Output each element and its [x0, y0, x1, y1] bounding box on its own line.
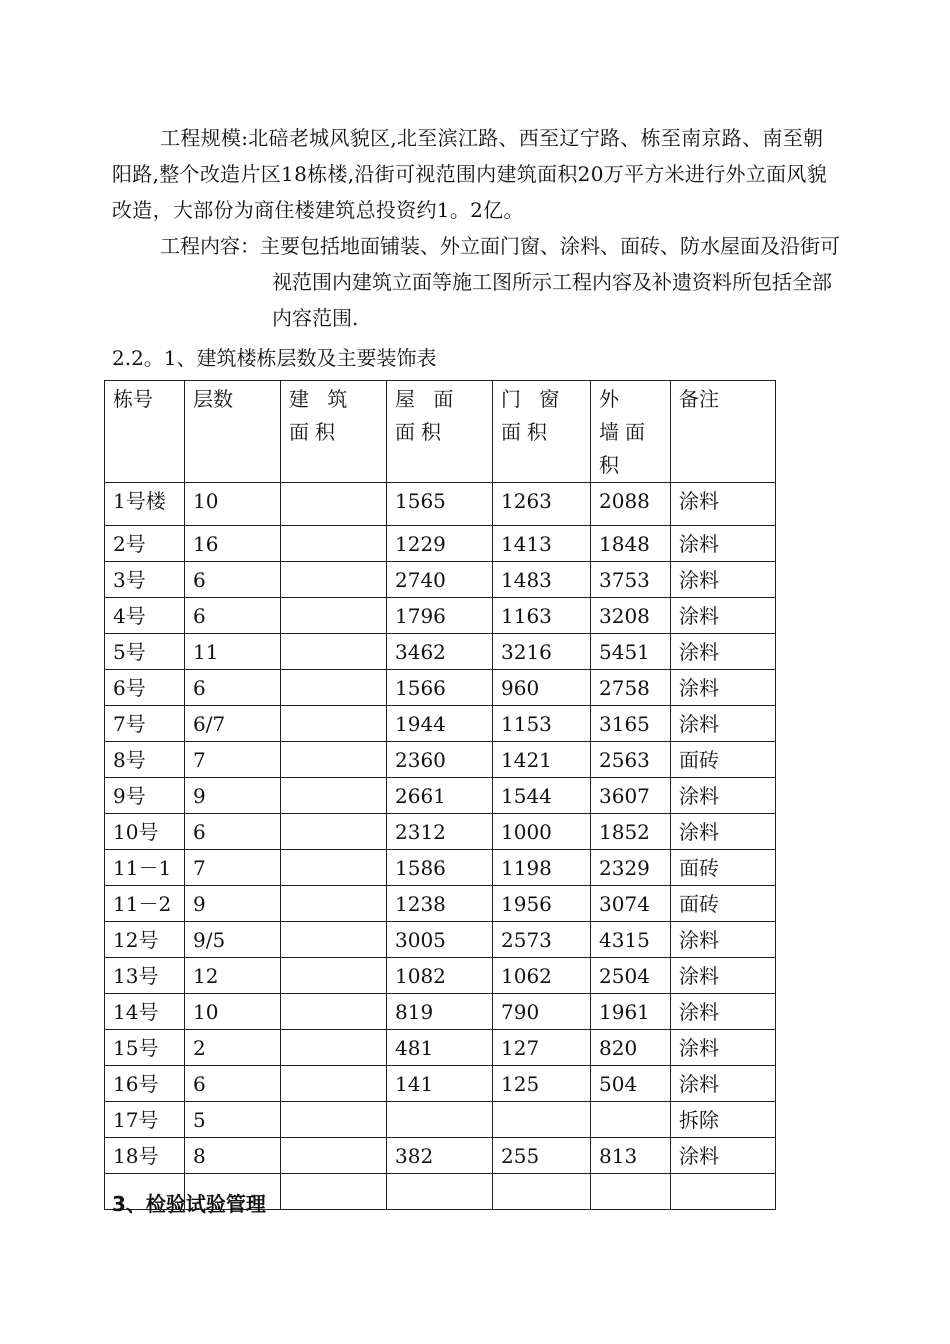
cell-roof-area: 481: [387, 1030, 493, 1066]
project-content-paragraph: 工程内容：主要包括地面铺装、外立面门窗、涂料、面砖、防水屋面及沿街可视范围内建筑立面等施工图所示工程内容及补遗资料所包括全部内容范围.: [160, 234, 840, 330]
cell-floors: 6: [185, 814, 281, 850]
cell-remarks: 涂料: [671, 634, 776, 670]
table-row: [105, 634, 776, 670]
cell-remarks: 涂料: [671, 958, 776, 994]
header-cell-remarks: 备注: [671, 381, 776, 483]
cell-building-area: [281, 483, 387, 526]
cell-building-no: 4号: [105, 598, 185, 634]
cell-remarks: 涂料: [671, 922, 776, 958]
cell-building-no: 11－1: [105, 850, 185, 886]
cell-building-area: [281, 850, 387, 886]
header-cell-door-window-area: 门 窗 面积: [493, 381, 591, 483]
cell-building-area: [281, 670, 387, 706]
cell-building-area: [281, 994, 387, 1030]
cell-roof-area: 1229: [387, 526, 493, 562]
cell-floors: 8: [185, 1138, 281, 1174]
cell-door-window-area: 960: [493, 670, 591, 706]
cell-floors: 2: [185, 1030, 281, 1066]
cell-building-area: [281, 1102, 387, 1138]
cell-roof-area: 1586: [387, 850, 493, 886]
cell-floors: 6: [185, 562, 281, 598]
cell-remarks: 涂料: [671, 670, 776, 706]
cell-wall-area: 813: [591, 1138, 671, 1174]
cell-floors: 16: [185, 526, 281, 562]
cell-wall-area: 820: [591, 1030, 671, 1066]
cell-wall-area: 3074: [591, 886, 671, 922]
table-row: [105, 562, 776, 598]
cell-door-window-area: 127: [493, 1030, 591, 1066]
table-row: [105, 994, 776, 1030]
table-row: [105, 1102, 776, 1138]
table-row: [105, 922, 776, 958]
cell-roof-area: 1944: [387, 706, 493, 742]
cell-wall-area: 2758: [591, 670, 671, 706]
cell-building-no: 17号: [105, 1102, 185, 1138]
table-row: [105, 850, 776, 886]
header-cell-building-no: 栋号: [105, 381, 185, 483]
section-2-2-1-title: 2.2。1、建筑楼栋层数及主要装饰表: [112, 346, 437, 370]
table-row: [105, 1138, 776, 1174]
cell-door-window-area: 1000: [493, 814, 591, 850]
cell-roof-area: 3462: [387, 634, 493, 670]
cell-wall-area: 2329: [591, 850, 671, 886]
cell-building-no: 15号: [105, 1030, 185, 1066]
cell-wall-area: 5451: [591, 634, 671, 670]
header-cell-wall-area: 外 墙面积: [591, 381, 671, 483]
cell-door-window-area: 1163: [493, 598, 591, 634]
table-row: [105, 706, 776, 742]
cell-building-no: 14号: [105, 994, 185, 1030]
cell-door-window-area: 1198: [493, 850, 591, 886]
table-row: [105, 742, 776, 778]
cell-roof-area: 1082: [387, 958, 493, 994]
cell-building-area: [281, 778, 387, 814]
cell-wall-area: 504: [591, 1066, 671, 1102]
cell-door-window-area: 3216: [493, 634, 591, 670]
cell-wall-area: 1961: [591, 994, 671, 1030]
cell-building-area: [281, 526, 387, 562]
cell-roof-area: 2360: [387, 742, 493, 778]
table-row: [105, 483, 776, 526]
cell-building-area: [281, 1066, 387, 1102]
cell-remarks: 涂料: [671, 526, 776, 562]
cell-building-no: 2号: [105, 526, 185, 562]
cell-door-window-area: 1544: [493, 778, 591, 814]
cell-door-window-area: [493, 1174, 591, 1210]
cell-roof-area: 141: [387, 1066, 493, 1102]
project-scale-paragraph: 工程规模:北碚老城风貌区,北至滨江路、西至辽宁路、栋至南京路、南至朝阳路,整个改造片区18栋楼,沿街可视范围内建筑面积20万平方米进行外立面风貌改造，大部份为商住楼建筑总投资约1。2亿。: [112, 126, 828, 222]
cell-floors: 7: [185, 850, 281, 886]
cell-building-area: [281, 562, 387, 598]
cell-building-no: 18号: [105, 1138, 185, 1174]
cell-wall-area: 3753: [591, 562, 671, 598]
cell-door-window-area: 125: [493, 1066, 591, 1102]
cell-building-no: 3号: [105, 562, 185, 598]
section-3-title: 3、检验试验管理: [112, 1192, 266, 1216]
cell-wall-area: 1852: [591, 814, 671, 850]
cell-roof-area: 1565: [387, 483, 493, 526]
table-row: [105, 886, 776, 922]
cell-building-area: [281, 598, 387, 634]
cell-building-area: [281, 742, 387, 778]
cell-floors: 10: [185, 483, 281, 526]
cell-floors: 6: [185, 1066, 281, 1102]
cell-floors: 12: [185, 958, 281, 994]
cell-remarks: 涂料: [671, 483, 776, 526]
cell-remarks: 面砖: [671, 850, 776, 886]
cell-building-no: 12号: [105, 922, 185, 958]
cell-door-window-area: [493, 1102, 591, 1138]
cell-roof-area: 2312: [387, 814, 493, 850]
cell-wall-area: 2563: [591, 742, 671, 778]
table-header-row: [105, 381, 776, 483]
cell-roof-area: [387, 1102, 493, 1138]
cell-roof-area: [387, 1174, 493, 1210]
cell-remarks: 涂料: [671, 562, 776, 598]
cell-roof-area: 2661: [387, 778, 493, 814]
cell-remarks: 涂料: [671, 1066, 776, 1102]
cell-wall-area: [591, 1102, 671, 1138]
cell-floors: 9: [185, 778, 281, 814]
cell-door-window-area: 1062: [493, 958, 591, 994]
cell-building-no: 8号: [105, 742, 185, 778]
cell-roof-area: 2740: [387, 562, 493, 598]
cell-floors: 7: [185, 742, 281, 778]
cell-building-no: 1号楼: [105, 483, 185, 526]
cell-wall-area: 4315: [591, 922, 671, 958]
cell-building-no: 16号: [105, 1066, 185, 1102]
cell-building-no: 6号: [105, 670, 185, 706]
table-row: [105, 1066, 776, 1102]
cell-building-no: 11－2: [105, 886, 185, 922]
table-row: [105, 778, 776, 814]
cell-remarks: 涂料: [671, 994, 776, 1030]
cell-floors: 11: [185, 634, 281, 670]
cell-remarks: 面砖: [671, 886, 776, 922]
cell-floors: 9/5: [185, 922, 281, 958]
cell-floors: 10: [185, 994, 281, 1030]
cell-remarks: 拆除: [671, 1102, 776, 1138]
cell-remarks: 涂料: [671, 814, 776, 850]
header-cell-building-area: 建 筑 面积: [281, 381, 387, 483]
cell-door-window-area: 790: [493, 994, 591, 1030]
cell-door-window-area: 1153: [493, 706, 591, 742]
building-decoration-table: [104, 380, 776, 1210]
header-cell-roof-area: 屋 面 面积: [387, 381, 493, 483]
cell-door-window-area: 1956: [493, 886, 591, 922]
table-row: [105, 526, 776, 562]
cell-roof-area: 1796: [387, 598, 493, 634]
cell-building-no: 7号: [105, 706, 185, 742]
cell-wall-area: 3208: [591, 598, 671, 634]
cell-remarks: 涂料: [671, 598, 776, 634]
cell-roof-area: 3005: [387, 922, 493, 958]
table-row: [105, 814, 776, 850]
cell-building-no: 10号: [105, 814, 185, 850]
cell-building-no: 9号: [105, 778, 185, 814]
cell-roof-area: 1566: [387, 670, 493, 706]
cell-door-window-area: 1483: [493, 562, 591, 598]
cell-wall-area: [591, 1174, 671, 1210]
cell-roof-area: 1238: [387, 886, 493, 922]
cell-wall-area: 3165: [591, 706, 671, 742]
cell-building-no: 5号: [105, 634, 185, 670]
table-row: [105, 670, 776, 706]
cell-remarks: 面砖: [671, 742, 776, 778]
cell-wall-area: 3607: [591, 778, 671, 814]
cell-remarks: [671, 1174, 776, 1210]
cell-building-area: [281, 1138, 387, 1174]
table-row: [105, 1030, 776, 1066]
cell-building-area: [281, 706, 387, 742]
cell-wall-area: 2088: [591, 483, 671, 526]
cell-building-area: [281, 814, 387, 850]
cell-door-window-area: 1413: [493, 526, 591, 562]
cell-building-no: 13号: [105, 958, 185, 994]
table-row: [105, 598, 776, 634]
cell-building-area: [281, 634, 387, 670]
table-row: [105, 958, 776, 994]
cell-floors: 6: [185, 670, 281, 706]
cell-wall-area: 2504: [591, 958, 671, 994]
cell-remarks: 涂料: [671, 1030, 776, 1066]
cell-floors: 6: [185, 598, 281, 634]
cell-remarks: 涂料: [671, 706, 776, 742]
cell-wall-area: 1848: [591, 526, 671, 562]
cell-door-window-area: 2573: [493, 922, 591, 958]
cell-floors: 5: [185, 1102, 281, 1138]
cell-building-area: [281, 922, 387, 958]
cell-roof-area: 819: [387, 994, 493, 1030]
cell-building-area: [281, 1030, 387, 1066]
cell-building-area: [281, 886, 387, 922]
cell-door-window-area: 255: [493, 1138, 591, 1174]
cell-remarks: 涂料: [671, 1138, 776, 1174]
table-body: [105, 381, 776, 1210]
cell-building-area: [281, 958, 387, 994]
cell-roof-area: 382: [387, 1138, 493, 1174]
cell-door-window-area: 1421: [493, 742, 591, 778]
header-cell-floors: 层数: [185, 381, 281, 483]
cell-floors: 6/7: [185, 706, 281, 742]
cell-floors: 9: [185, 886, 281, 922]
cell-remarks: 涂料: [671, 778, 776, 814]
cell-building-area: [281, 1174, 387, 1210]
cell-door-window-area: 1263: [493, 483, 591, 526]
